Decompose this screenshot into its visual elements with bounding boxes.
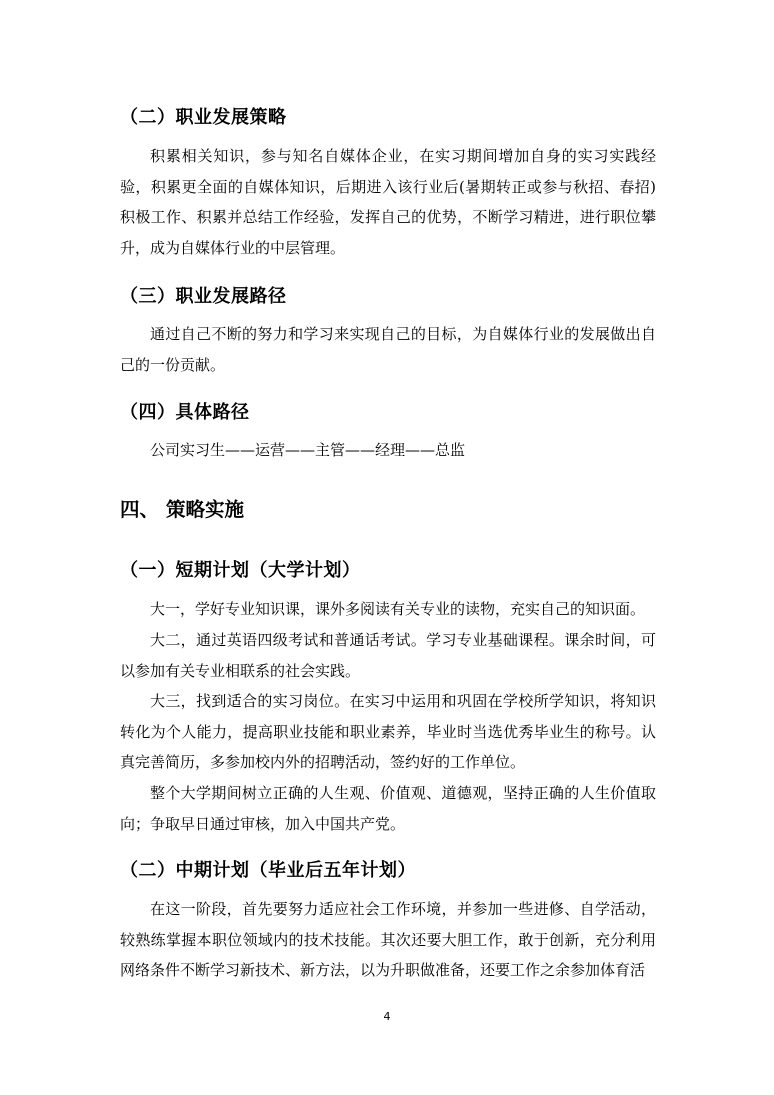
paragraph-year-three: 大三，找到适合的实习岗位。在实习中运用和巩固在学校所学知识，将知识转化为个人能力，提高职业技能和职业素养，毕业时当选优秀毕业生的称号。认真完善简历，多参加校内外的招聘活动，签约好的工作单位。: [120, 692, 656, 772]
section-number: 四、: [120, 498, 160, 521]
paragraph-year-two: 大二，通过英语四级考试和普通话考试。学习专业基础课程。课余时间，可以参加有关专业相联系的社会实践。: [120, 631, 656, 680]
paragraph-year-one: 大一，学好专业知识课，课外多阅读有关专业的读物，充实自己的知识面。: [150, 600, 646, 618]
heading-short-term: （一）短期计划（大学计划）: [120, 560, 361, 581]
specific-path-line: 公司实习生——运营——主管——经理——总监: [150, 441, 466, 459]
paragraph-mid-term: 在这一阶段，首先要努力适应社会工作环境，并参加一些进修、自学活动，较熟练掌握本职位领域内的技术技能。其次还要大胆工作，敢于创新，充分利用网络条件不断学习新技术、新方法，以为升职做准备，还要工作之余参加体育活: [120, 900, 656, 980]
paragraph-whole-college: 整个大学期间树立正确的人生观、价值观、道德观，坚持正确的人生价值取向；争取早日通过审核，加入中国共产党。: [120, 784, 656, 833]
heading-mid-term: （二）中期计划（毕业后五年计划）: [120, 860, 416, 881]
heading-career-path: （三）职业发展路径: [120, 286, 287, 307]
section-title: 策略实施: [166, 498, 245, 521]
heading-specific-path: （四）具体路径: [120, 402, 250, 423]
paragraph-career-path: 通过自己不断的努力和学习来实现自己的目标，为自媒体行业的发展做出自己的一份贡献。: [120, 325, 656, 374]
heading-career-strategy: （二）职业发展策略: [120, 107, 287, 128]
paragraph-career-strategy: 积累相关知识，参与知名自媒体企业，在实习期间增加自身的实习实践经验，积累更全面的自媒体知识，后期进入该行业后(暑期转正或参与秋招、春招)积极工作、积累并总结工作经验，发挥自己的优势，不断学习精进，进行职位攀升，成为自媒体行业的中层管理。: [120, 147, 656, 257]
page-number: 4: [383, 1010, 391, 1023]
heading-strategy-implementation: [120, 494, 244, 522]
